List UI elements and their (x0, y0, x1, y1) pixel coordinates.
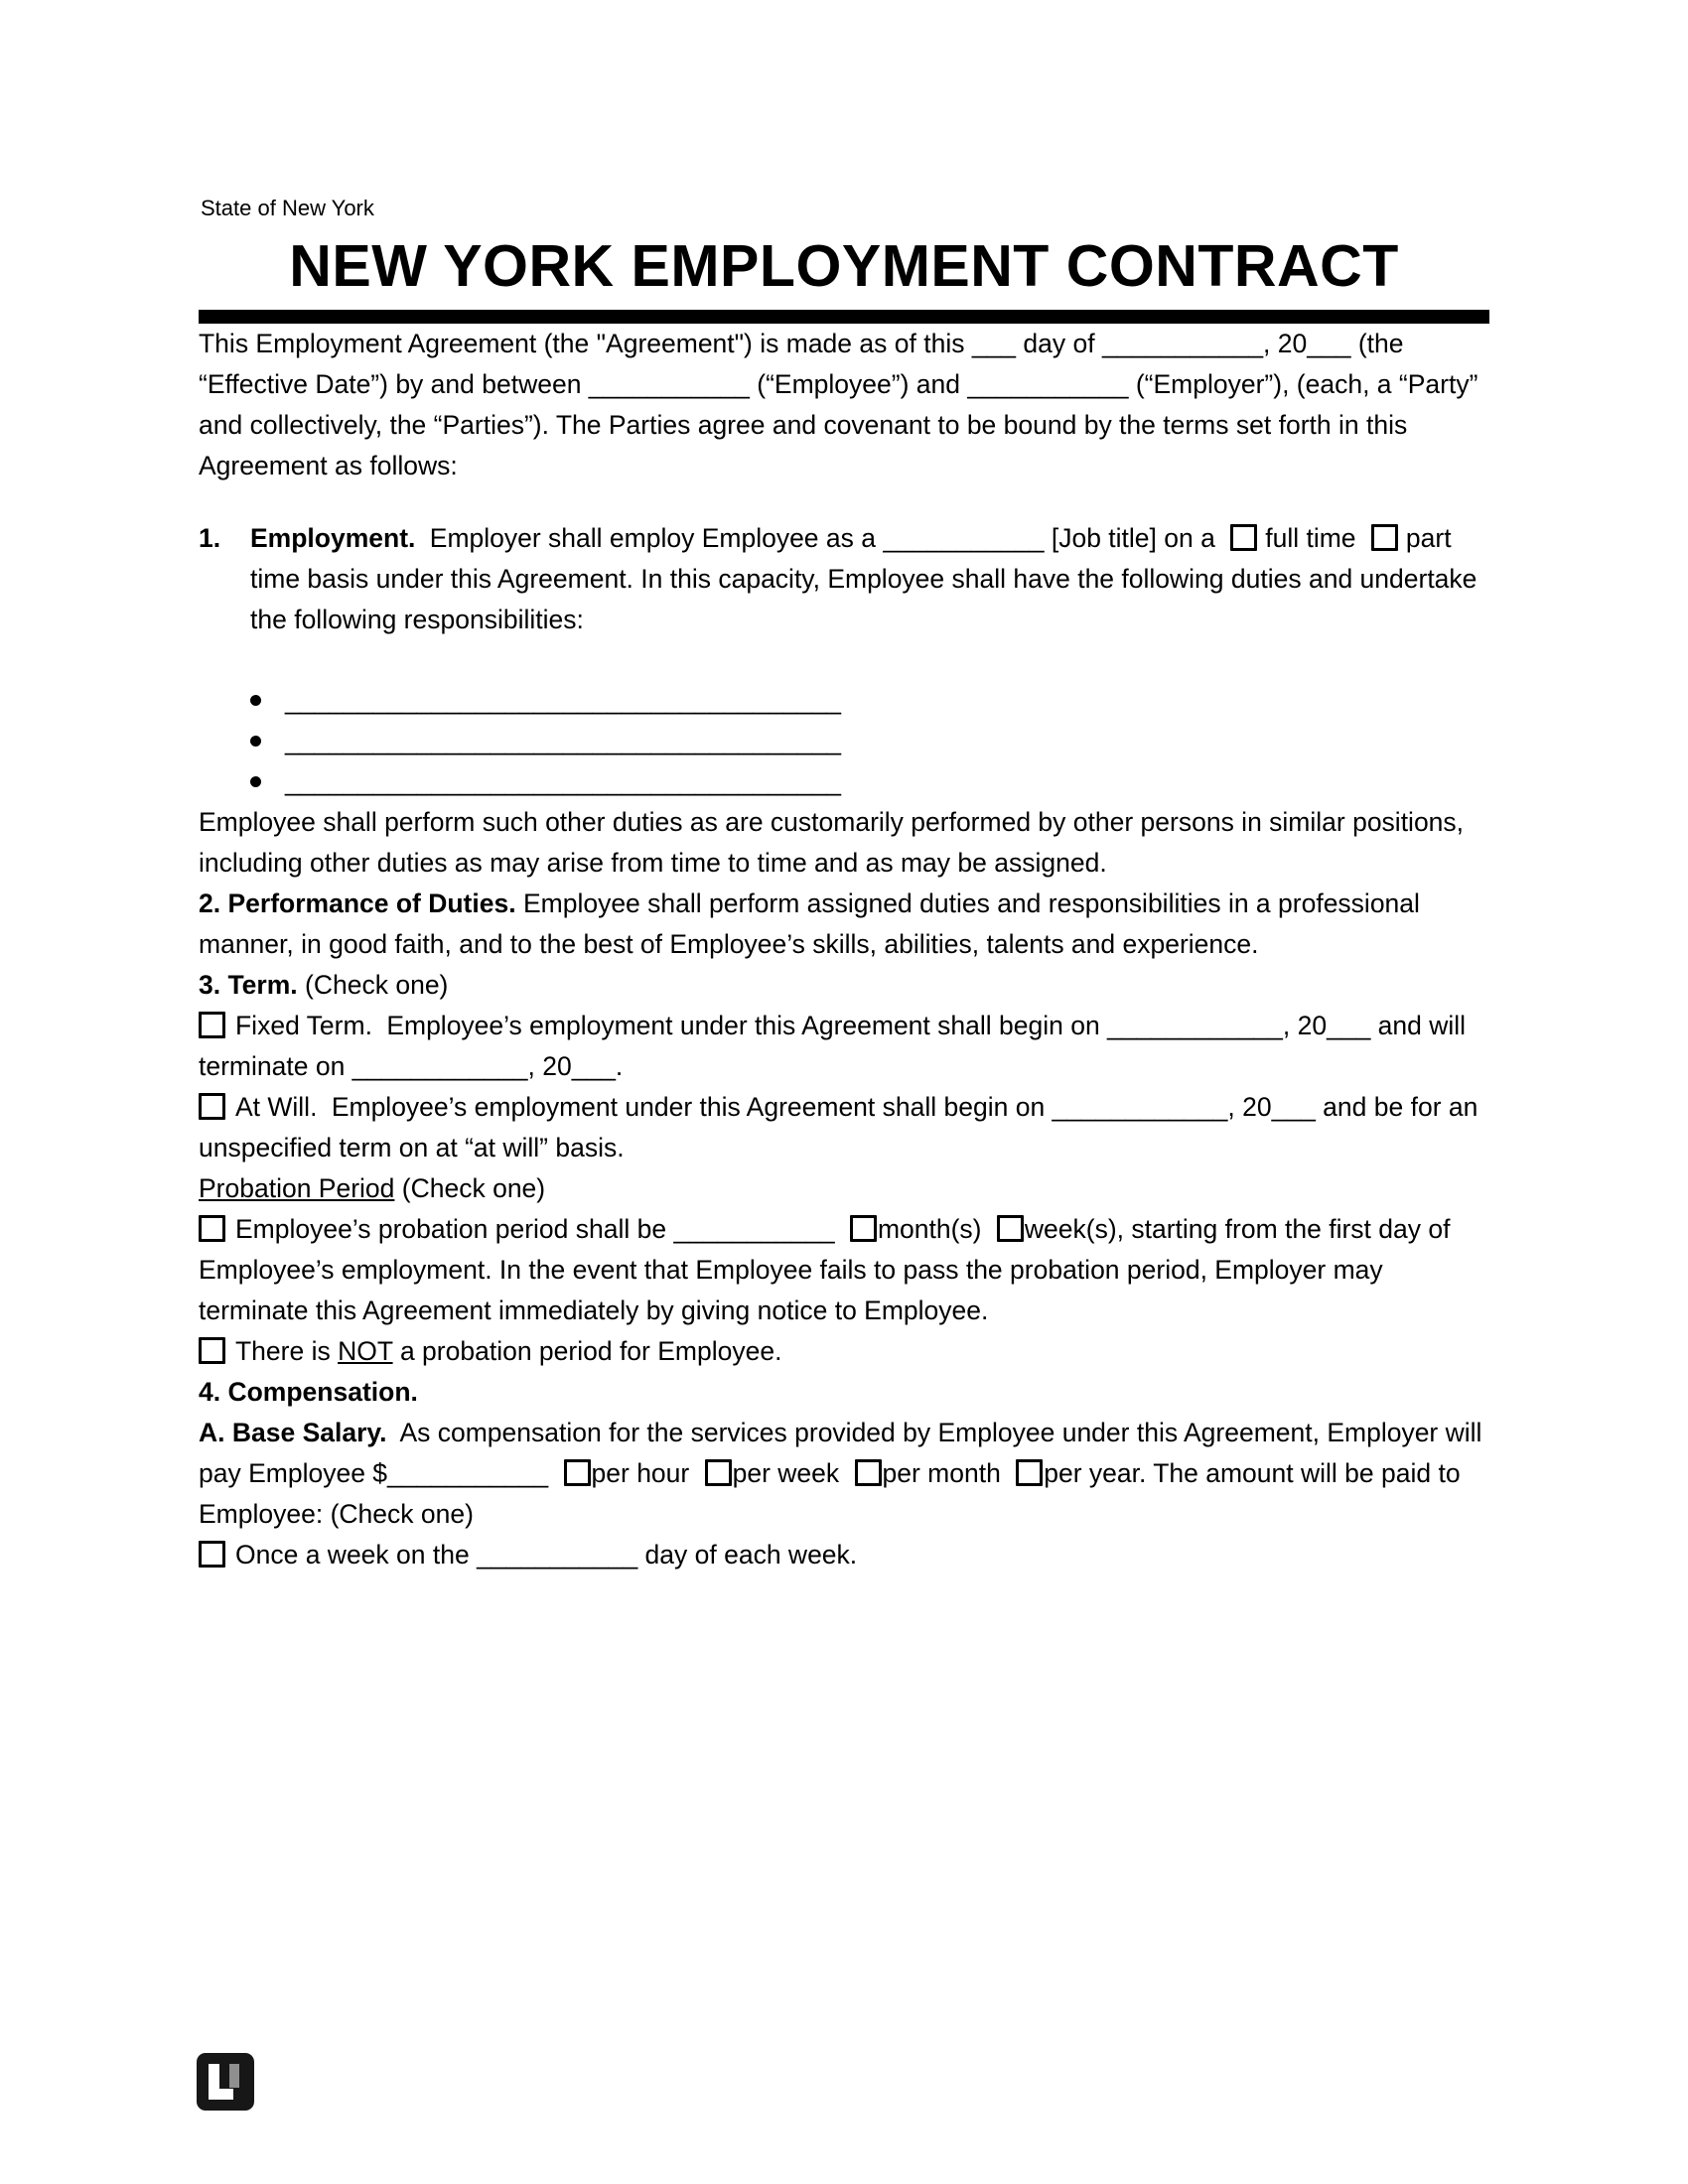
section-term-heading: 3. Term. (199, 970, 298, 1000)
duty-blank-line: ______________________________________ (285, 685, 842, 715)
weeks-checkbox[interactable] (997, 1215, 1024, 1242)
fixed-term-label: Fixed Term. (235, 1011, 372, 1040)
duty-blank-line: ______________________________________ (285, 726, 842, 755)
months-label: month(s) (877, 1214, 982, 1244)
full-time-label: full time (1265, 523, 1356, 553)
section-term-check-one: (Check one) (305, 970, 449, 1000)
once-a-week-text: Once a week on the ___________ day of each week. (235, 1540, 858, 1570)
no-probation-text-b: a probation period for Employee. (399, 1336, 782, 1366)
probation-period-heading: Probation Period (199, 1173, 395, 1203)
employment-text-a: Employer shall employ Employee as a ___________ [Job title] on a (429, 523, 1215, 553)
legaltemplates-logo (197, 2053, 254, 2111)
probation-period-heading-line (199, 1168, 1489, 1209)
duties-list (250, 680, 1489, 802)
no-probation-not: NOT (338, 1336, 393, 1366)
bullet-icon (250, 776, 261, 787)
probation-option-2 (199, 1331, 1489, 1372)
per-hour-label: per hour (591, 1458, 690, 1488)
section-performance-text: Employee shall perform assigned duties and responsibilities in a professional manner, in good faith, and to the best of Employee’s skills, abilities, talents and experience. (199, 888, 1420, 959)
full-time-checkbox[interactable] (1230, 524, 1257, 551)
per-month-label: per month (882, 1458, 1001, 1488)
base-salary-text: As compensation for the services provided by Employee under this Agreement, Employer will pay Employee $___________ (199, 1418, 1482, 1488)
section-performance (199, 884, 1489, 965)
bullet-icon (250, 695, 261, 706)
once-a-week-checkbox[interactable] (199, 1541, 225, 1568)
base-salary-paragraph (199, 1413, 1489, 1535)
section-employment-number: 1. (199, 523, 221, 553)
intro-paragraph: This Employment Agreement (the "Agreement") is made as of this ___ day of ___________, 20___ (the “Effective Date”) by and between ___________ (“Employee”) and ___________ (“Employer”), (each, a “Party” and collectively, the “Parties”). The Parties agree and covenant to be bound by the terms set forth in this Agreement as follows: (199, 329, 1478, 480)
document-title: NEW YORK EMPLOYMENT CONTRACT (289, 233, 1399, 299)
section-employment-body (250, 518, 1489, 640)
section-employment (199, 518, 1489, 640)
fixed-term-text: Employee’s employment under this Agreement shall begin on ____________, 20___ and will terminate on ____________, 20___. (199, 1011, 1467, 1081)
no-probation-checkbox[interactable] (199, 1337, 225, 1364)
duty-blank-line: ______________________________________ (285, 766, 842, 796)
other-duties-paragraph: Employee shall perform such other duties as are customarily performed by other persons in similar positions, including other duties as may arise from time to time and as may be assigned. (199, 807, 1465, 878)
at-will-option (199, 1087, 1489, 1168)
section-compensation-heading: 4. Compensation. (199, 1377, 418, 1407)
section-term (199, 965, 1489, 1006)
per-hour-checkbox[interactable] (564, 1459, 591, 1486)
fixed-term-checkbox[interactable] (199, 1012, 225, 1038)
per-week-label: per week (732, 1458, 840, 1488)
at-will-text: Employee’s employment under this Agreement shall begin on ____________, 20___ and be for an unspecified term on at “at will” basis. (199, 1092, 1478, 1162)
duty-blank-row (250, 680, 1489, 721)
weeks-label: week(s), starting from the first day of Employee’s employment. In the event that Employee fails to pass the probation period, Employer may terminate this Agreement immediately by giving notice to Employee. (199, 1214, 1451, 1325)
part-time-checkbox[interactable] (1371, 524, 1398, 551)
at-will-label: At Will. (235, 1092, 318, 1122)
no-probation-text-a: There is (235, 1336, 331, 1366)
per-year-label: per year. The amount will be paid to Employee: (Check one) (199, 1458, 1461, 1529)
probation-checkbox[interactable] (199, 1215, 225, 1242)
per-year-checkbox[interactable] (1016, 1459, 1043, 1486)
probation-check-one: (Check one) (401, 1173, 546, 1203)
bullet-icon (250, 736, 261, 747)
logo-l-icon (209, 2064, 233, 2100)
duty-blank-row (250, 721, 1489, 761)
duty-blank-row (250, 761, 1489, 802)
probation-option-1 (199, 1209, 1489, 1331)
title-rule (199, 310, 1489, 324)
fixed-term-option (199, 1006, 1489, 1087)
state-label: State of New York (201, 196, 374, 220)
per-month-checkbox[interactable] (855, 1459, 882, 1486)
at-will-checkbox[interactable] (199, 1093, 225, 1120)
employment-text-b: part time basis under this Agreement. In this capacity, Employee shall have the following duties and undertake the following responsibilities: (250, 523, 1477, 634)
section-performance-heading: 2. Performance of Duties. (199, 888, 516, 918)
once-a-week-option (199, 1535, 1489, 1575)
months-checkbox[interactable] (850, 1215, 877, 1242)
section-employment-heading: Employment. (250, 523, 416, 553)
per-week-checkbox[interactable] (705, 1459, 732, 1486)
base-salary-heading: A. Base Salary. (199, 1418, 387, 1447)
probation-text-a: Employee’s probation period shall be ___________ (235, 1214, 835, 1244)
